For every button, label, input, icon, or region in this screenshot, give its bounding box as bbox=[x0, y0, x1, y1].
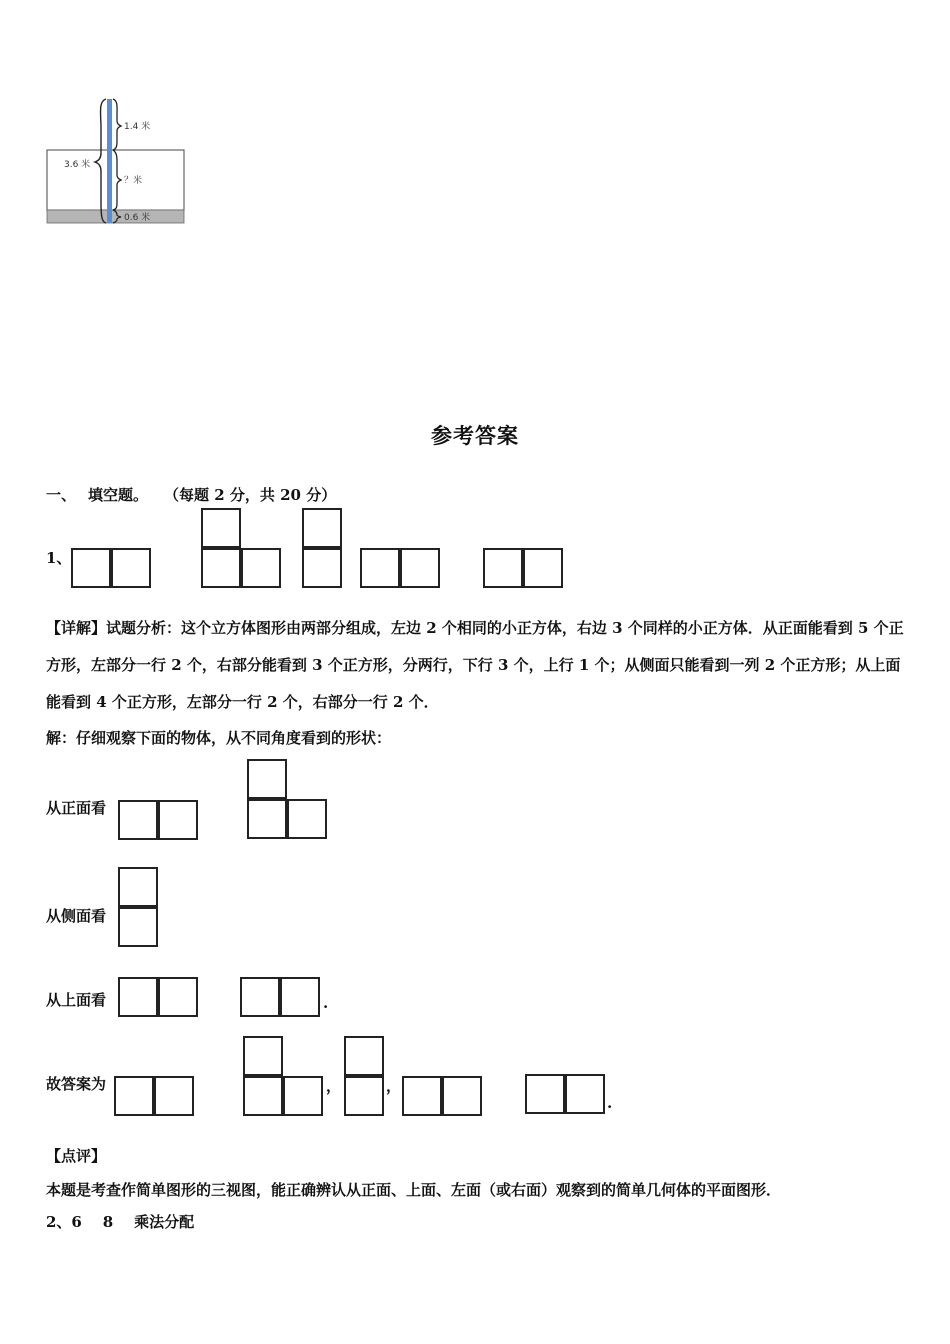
q1-detail: 【详解】试题分析：这个立方体图形由两部分组成，左边 2 个相同的小正方体，右边 3 个同样的小正方体．从正面能看到 5 个正方形，左部分一行 2 个，右部分能看到 3 个正方形，分两行，下行 3 个，上行 1 个；从侧面只能看到一列 2 个正方形；从上面能看到 4 个正方形，左部分一行 2 个，右部分一行 2 个． bbox=[46, 619, 904, 711]
page-title: 参考答案 bbox=[431, 423, 519, 448]
pole bbox=[107, 99, 112, 223]
label-total: 3.6 米 bbox=[64, 160, 91, 170]
comment-text: 本题是考查作简单图形的三视图，能正确辨认从正面、上面、左面（或右面）观察到的简单几何体的平面图形． bbox=[46, 1181, 782, 1199]
q1-number: 1、 bbox=[46, 549, 72, 567]
comment-title: 【点评】 bbox=[46, 1147, 107, 1165]
section-title: 填空题。 bbox=[88, 486, 149, 504]
answer-label: 故答案为 bbox=[46, 1075, 107, 1093]
answer-sep-2: ， bbox=[386, 1077, 402, 1095]
q1-solution-intro: 解：仔细观察下面的物体，从不同角度看到的形状： bbox=[46, 729, 392, 747]
view-front-label: 从正面看 bbox=[46, 799, 107, 817]
q2-text: 2、6 8 乘法分配 bbox=[46, 1213, 195, 1231]
right-brace-top bbox=[113, 99, 121, 150]
answer-end: . bbox=[607, 1094, 613, 1112]
view-top-end: . bbox=[323, 994, 329, 1012]
section-note: （每题 2 分，共 20 分） bbox=[164, 486, 337, 504]
label-middle: ？米 bbox=[124, 176, 143, 186]
label-bottom: 0.6 米 bbox=[124, 213, 151, 223]
answer-sep-1: ， bbox=[326, 1077, 342, 1095]
view-side-label: 从侧面看 bbox=[46, 907, 107, 925]
pole-diagram bbox=[40, 95, 200, 230]
section-number: 一、 bbox=[46, 486, 77, 504]
water-box bbox=[47, 150, 184, 210]
view-top-label: 从上面看 bbox=[46, 991, 107, 1009]
label-top: 1.4 米 bbox=[124, 122, 151, 132]
